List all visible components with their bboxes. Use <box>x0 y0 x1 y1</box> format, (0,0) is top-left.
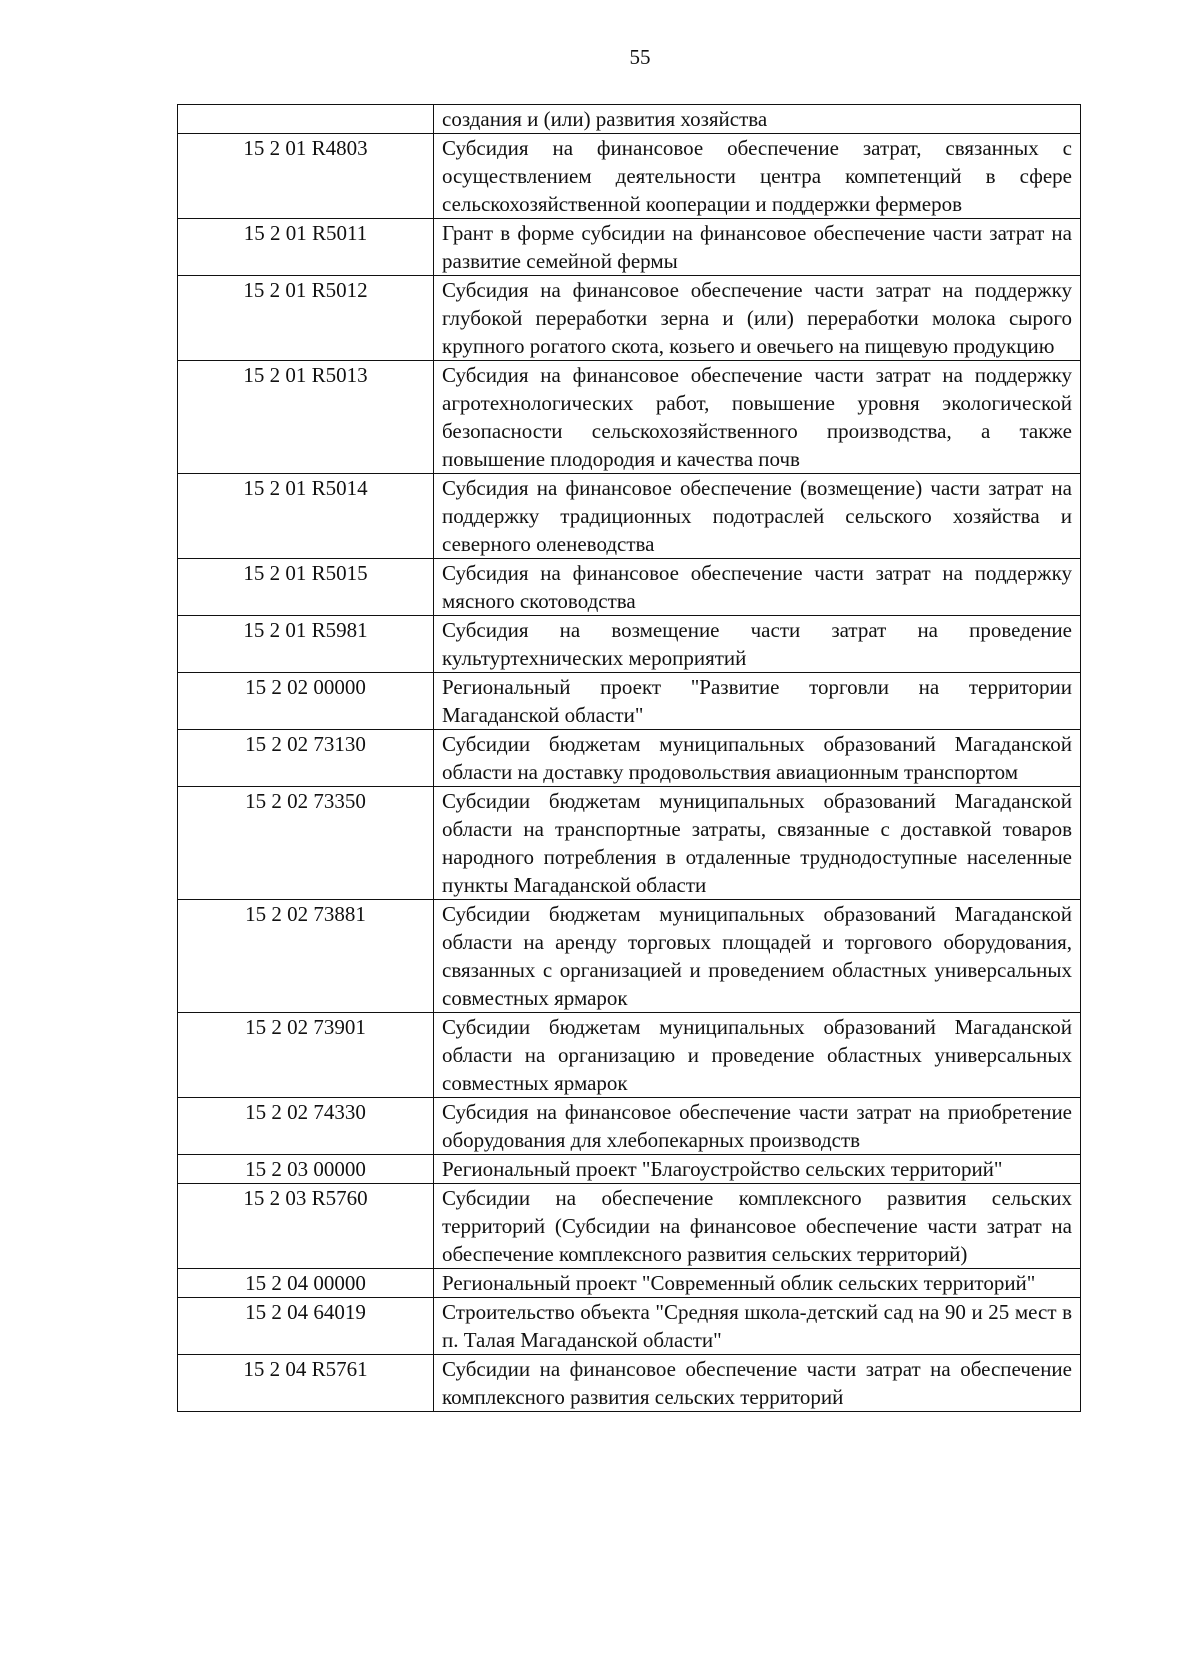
table-row <box>178 1355 1081 1412</box>
budget-code-cell: 15 2 04 64019 <box>178 1298 434 1355</box>
description-cell: Субсидия на финансовое обеспечение части затрат на поддержку мясного скотоводства <box>434 559 1081 616</box>
budget-code-cell: 15 2 01 R5014 <box>178 474 434 559</box>
budget-code-cell: 15 2 01 R5013 <box>178 361 434 474</box>
table-row <box>178 1098 1081 1155</box>
table-row <box>178 105 1081 134</box>
table-row <box>178 1269 1081 1298</box>
budget-code-cell: 15 2 01 R4803 <box>178 134 434 219</box>
page-number: 55 <box>629 45 651 69</box>
budget-code-cell <box>178 105 434 134</box>
table-row <box>178 787 1081 900</box>
description-cell: Грант в форме субсидии на финансовое обеспечение части затрат на развитие семейной фермы <box>434 219 1081 276</box>
table-row <box>178 730 1081 787</box>
budget-code-cell: 15 2 02 00000 <box>178 673 434 730</box>
budget-code-cell: 15 2 04 R5761 <box>178 1355 434 1412</box>
table-row <box>178 1184 1081 1269</box>
description-cell: Субсидии на обеспечение комплексного развития сельских территорий (Субсидии на финансовое обеспечение части затрат на обеспечение комплексного развития сельских территорий) <box>434 1184 1081 1269</box>
description-cell: Субсидии бюджетам муниципальных образований Магаданской области на аренду торговых площадей и торгового оборудования, связанных с организацией и проведением областных универсальных совместных ярмарок <box>434 900 1081 1013</box>
budget-classification-table <box>177 104 1081 1412</box>
table-row <box>178 673 1081 730</box>
description-cell: Субсидия на возмещение части затрат на проведение культуртехнических мероприятий <box>434 616 1081 673</box>
table-row <box>178 219 1081 276</box>
budget-code-cell: 15 2 02 73350 <box>178 787 434 900</box>
table-row <box>178 616 1081 673</box>
description-cell: Региональный проект "Современный облик сельских территорий" <box>434 1269 1081 1298</box>
table-row <box>178 559 1081 616</box>
table-row <box>178 276 1081 361</box>
table-body <box>178 105 1081 1412</box>
table-row <box>178 900 1081 1013</box>
description-cell: Субсидия на финансовое обеспечение части затрат на приобретение оборудования для хлебопекарных производств <box>434 1098 1081 1155</box>
budget-code-cell: 15 2 02 73881 <box>178 900 434 1013</box>
description-cell: Субсидии бюджетам муниципальных образований Магаданской области на транспортные затраты, связанные с доставкой товаров народного потребления в отдаленные труднодоступные населенные пункты Магаданской области <box>434 787 1081 900</box>
description-cell: Субсидия на финансовое обеспечение части затрат на поддержку глубокой переработки зерна и (или) переработки молока сырого крупного рогатого скота, козьего и овечьего на пищевую продукцию <box>434 276 1081 361</box>
table-row <box>178 1013 1081 1098</box>
budget-code-cell: 15 2 03 00000 <box>178 1155 434 1184</box>
table-row <box>178 134 1081 219</box>
table-row <box>178 361 1081 474</box>
description-cell: Региональный проект "Благоустройство сельских территорий" <box>434 1155 1081 1184</box>
budget-code-cell: 15 2 01 R5981 <box>178 616 434 673</box>
budget-code-cell: 15 2 01 R5011 <box>178 219 434 276</box>
description-cell: создания и (или) развития хозяйства <box>434 105 1081 134</box>
description-cell: Субсидии на финансовое обеспечение части затрат на обеспечение комплексного развития сельских территорий <box>434 1355 1081 1412</box>
budget-code-cell: 15 2 03 R5760 <box>178 1184 434 1269</box>
budget-code-cell: 15 2 02 73901 <box>178 1013 434 1098</box>
budget-code-cell: 15 2 04 00000 <box>178 1269 434 1298</box>
description-cell: Субсидии бюджетам муниципальных образований Магаданской области на доставку продовольствия авиационным транспортом <box>434 730 1081 787</box>
table-row <box>178 474 1081 559</box>
budget-code-cell: 15 2 02 74330 <box>178 1098 434 1155</box>
description-cell: Субсидия на финансовое обеспечение затрат, связанных с осуществлением деятельности центра компетенций в сфере сельскохозяйственной кооперации и поддержки фермеров <box>434 134 1081 219</box>
budget-code-cell: 15 2 02 73130 <box>178 730 434 787</box>
description-cell: Субсидии бюджетам муниципальных образований Магаданской области на организацию и проведение областных универсальных совместных ярмарок <box>434 1013 1081 1098</box>
budget-code-cell: 15 2 01 R5012 <box>178 276 434 361</box>
description-cell: Субсидия на финансовое обеспечение (возмещение) части затрат на поддержку традиционных подотраслей сельского хозяйства и северного оленеводства <box>434 474 1081 559</box>
description-cell: Региональный проект "Развитие торговли на территории Магаданской области" <box>434 673 1081 730</box>
table-row <box>178 1155 1081 1184</box>
description-cell: Субсидия на финансовое обеспечение части затрат на поддержку агротехнологических работ, повышение уровня экологической безопасности сельскохозяйственного производства, а также повышение плодородия и качества почв <box>434 361 1081 474</box>
table-row <box>178 1298 1081 1355</box>
budget-code-cell: 15 2 01 R5015 <box>178 559 434 616</box>
description-cell: Строительство объекта "Средняя школа-детский сад на 90 и 25 мест в п. Талая Магаданской области" <box>434 1298 1081 1355</box>
